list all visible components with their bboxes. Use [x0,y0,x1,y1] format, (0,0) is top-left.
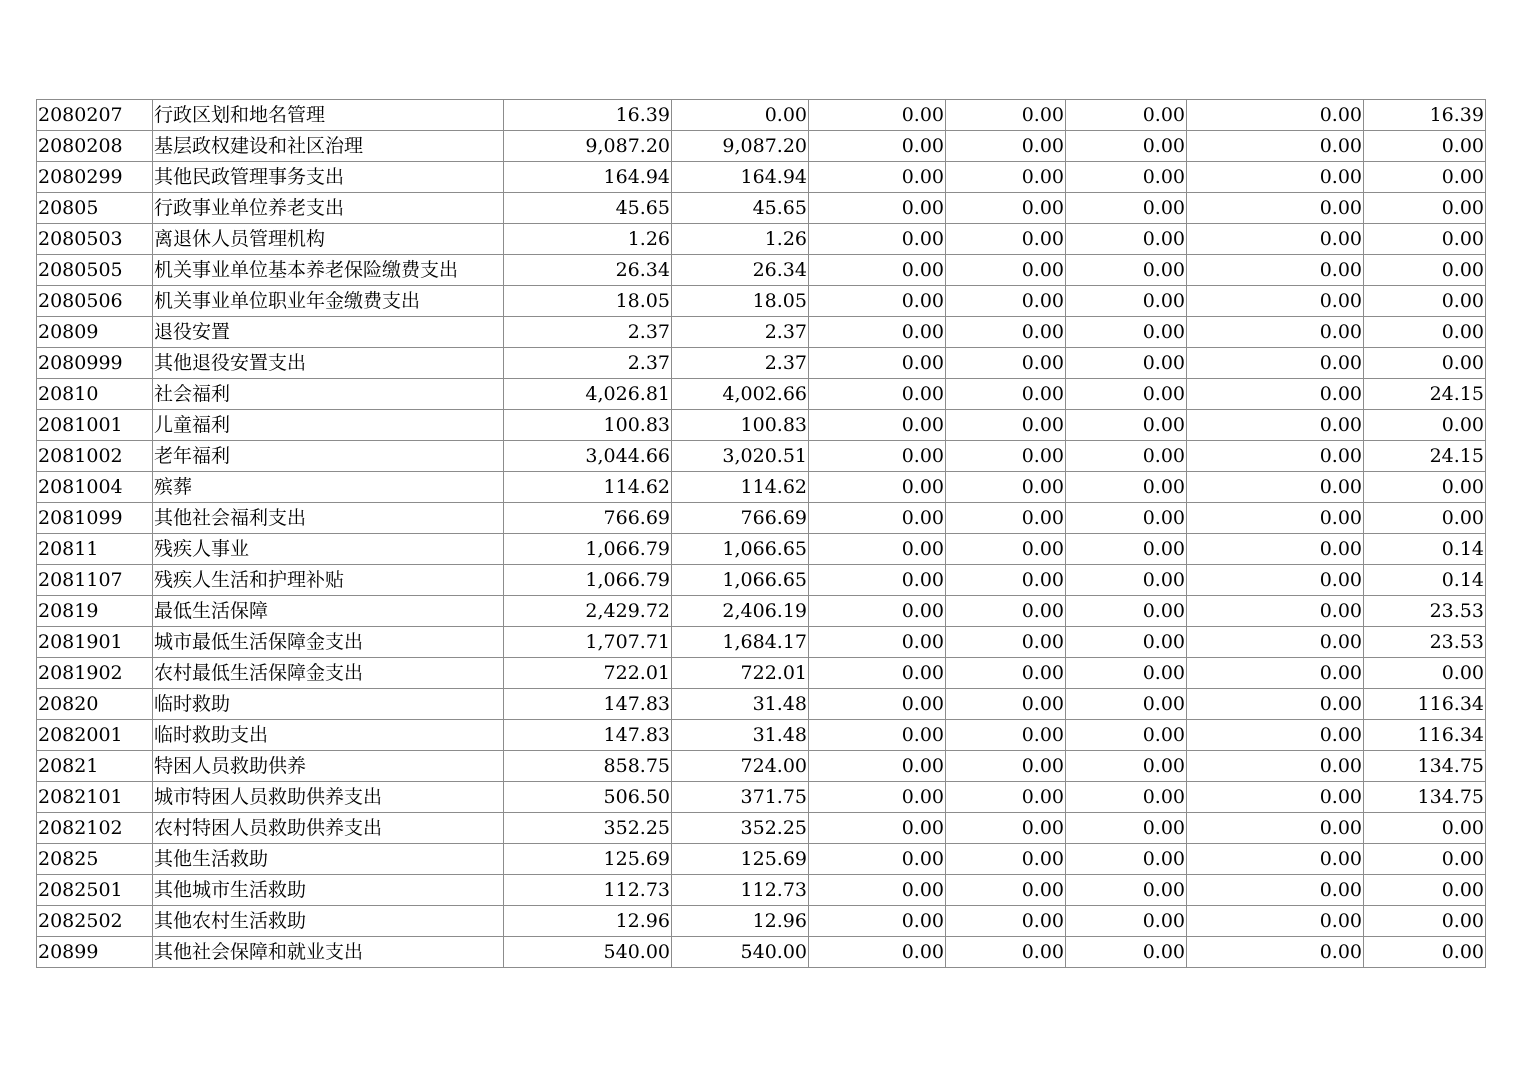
amount-cell: 0.00 [1364,844,1486,875]
table-row [37,689,1486,720]
subject-name-cell: 儿童福利 [153,410,504,441]
amount-cell: 0.00 [946,689,1066,720]
amount-cell: 0.00 [946,503,1066,534]
amount-cell: 0.00 [946,472,1066,503]
amount-cell: 0.00 [1066,255,1187,286]
amount-cell: 0.00 [1187,565,1364,596]
amount-cell: 0.00 [1187,689,1364,720]
amount-cell: 3,044.66 [504,441,672,472]
amount-cell: 0.00 [1187,906,1364,937]
table-row [37,379,1486,410]
amount-cell: 0.00 [1187,503,1364,534]
subject-name-cell: 基层政权建设和社区治理 [153,131,504,162]
amount-cell: 4,026.81 [504,379,672,410]
table-row [37,410,1486,441]
amount-cell: 0.00 [1066,565,1187,596]
amount-cell: 0.00 [946,131,1066,162]
amount-cell: 0.00 [1066,348,1187,379]
subject-name-cell: 城市最低生活保障金支出 [153,627,504,658]
amount-cell: 1,707.71 [504,627,672,658]
amount-cell: 0.00 [1187,286,1364,317]
amount-cell: 0.00 [1187,162,1364,193]
amount-cell: 0.00 [1364,193,1486,224]
amount-cell: 0.00 [946,100,1066,131]
subject-name-cell: 行政事业单位养老支出 [153,193,504,224]
subject-name-cell: 临时救助支出 [153,720,504,751]
amount-cell: 24.15 [1364,441,1486,472]
amount-cell: 858.75 [504,751,672,782]
subject-name-cell: 最低生活保障 [153,596,504,627]
amount-cell: 0.14 [1364,534,1486,565]
subject-code-cell: 2080299 [37,162,153,193]
amount-cell: 0.00 [1187,875,1364,906]
subject-code-cell: 20821 [37,751,153,782]
amount-cell: 0.00 [1187,193,1364,224]
amount-cell: 0.00 [809,410,946,441]
amount-cell: 0.00 [809,348,946,379]
amount-cell: 23.53 [1364,596,1486,627]
amount-cell: 0.00 [809,100,946,131]
amount-cell: 0.00 [1066,813,1187,844]
amount-cell: 0.00 [1066,317,1187,348]
amount-cell: 31.48 [672,689,809,720]
amount-cell: 0.00 [946,937,1066,968]
amount-cell: 0.00 [1364,410,1486,441]
amount-cell: 0.00 [1187,751,1364,782]
amount-cell: 0.00 [1066,100,1187,131]
amount-cell: 0.00 [809,534,946,565]
table-row [37,193,1486,224]
subject-name-cell: 殡葬 [153,472,504,503]
amount-cell: 0.00 [1066,286,1187,317]
amount-cell: 0.00 [1364,472,1486,503]
table-row [37,906,1486,937]
amount-cell: 0.00 [1364,503,1486,534]
subject-code-cell: 20809 [37,317,153,348]
amount-cell: 0.00 [1364,224,1486,255]
amount-cell: 0.00 [1364,658,1486,689]
amount-cell: 0.00 [1364,348,1486,379]
amount-cell: 0.00 [1066,379,1187,410]
amount-cell: 0.00 [1066,534,1187,565]
amount-cell: 100.83 [672,410,809,441]
table-row [37,875,1486,906]
subject-name-cell: 机关事业单位基本养老保险缴费支出 [153,255,504,286]
subject-name-cell: 其他生活救助 [153,844,504,875]
amount-cell: 0.00 [1187,937,1364,968]
amount-cell: 0.00 [946,658,1066,689]
subject-name-cell: 残疾人事业 [153,534,504,565]
subject-name-cell: 残疾人生活和护理补贴 [153,565,504,596]
amount-cell: 0.00 [1187,627,1364,658]
amount-cell: 0.00 [809,658,946,689]
amount-cell: 0.00 [1364,317,1486,348]
subject-name-cell: 特困人员救助供养 [153,751,504,782]
amount-cell: 0.00 [809,627,946,658]
amount-cell: 16.39 [1364,100,1486,131]
amount-cell: 0.00 [1066,844,1187,875]
subject-code-cell: 20820 [37,689,153,720]
subject-code-cell: 20805 [37,193,153,224]
amount-cell: 0.00 [1066,472,1187,503]
amount-cell: 0.00 [809,472,946,503]
subject-code-cell: 2081901 [37,627,153,658]
amount-cell: 114.62 [504,472,672,503]
table-row [37,844,1486,875]
amount-cell: 540.00 [672,937,809,968]
amount-cell: 147.83 [504,720,672,751]
amount-cell: 0.00 [1066,193,1187,224]
amount-cell: 1.26 [672,224,809,255]
amount-cell: 0.00 [1187,782,1364,813]
subject-name-cell: 农村特困人员救助供养支出 [153,813,504,844]
amount-cell: 724.00 [672,751,809,782]
amount-cell: 0.00 [1187,720,1364,751]
amount-cell: 147.83 [504,689,672,720]
amount-cell: 0.14 [1364,565,1486,596]
amount-cell: 0.00 [946,410,1066,441]
amount-cell: 0.00 [809,162,946,193]
amount-cell: 0.00 [946,751,1066,782]
subject-name-cell: 老年福利 [153,441,504,472]
amount-cell: 0.00 [1187,658,1364,689]
subject-code-cell: 2080999 [37,348,153,379]
amount-cell: 766.69 [672,503,809,534]
table-row [37,441,1486,472]
subject-code-cell: 20819 [37,596,153,627]
amount-cell: 1,066.65 [672,565,809,596]
amount-cell: 0.00 [1066,720,1187,751]
subject-code-cell: 2080503 [37,224,153,255]
amount-cell: 0.00 [946,286,1066,317]
amount-cell: 3,020.51 [672,441,809,472]
subject-code-cell: 20811 [37,534,153,565]
subject-name-cell: 行政区划和地名管理 [153,100,504,131]
amount-cell: 4,002.66 [672,379,809,410]
amount-cell: 0.00 [1187,100,1364,131]
subject-code-cell: 2082502 [37,906,153,937]
subject-name-cell: 临时救助 [153,689,504,720]
amount-cell: 0.00 [1066,162,1187,193]
amount-cell: 12.96 [504,906,672,937]
amount-cell: 0.00 [1066,503,1187,534]
amount-cell: 0.00 [946,348,1066,379]
amount-cell: 0.00 [1187,441,1364,472]
subject-name-cell: 机关事业单位职业年金缴费支出 [153,286,504,317]
amount-cell: 506.50 [504,782,672,813]
amount-cell: 0.00 [809,689,946,720]
amount-cell: 164.94 [672,162,809,193]
subject-code-cell: 20810 [37,379,153,410]
amount-cell: 0.00 [946,782,1066,813]
amount-cell: 0.00 [809,937,946,968]
amount-cell: 24.15 [1364,379,1486,410]
amount-cell: 371.75 [672,782,809,813]
amount-cell: 0.00 [809,782,946,813]
subject-code-cell: 2081107 [37,565,153,596]
amount-cell: 0.00 [1364,162,1486,193]
amount-cell: 23.53 [1364,627,1486,658]
subject-name-cell: 其他农村生活救助 [153,906,504,937]
amount-cell: 0.00 [1187,844,1364,875]
amount-cell: 0.00 [1066,875,1187,906]
table-body [37,100,1486,968]
amount-cell: 0.00 [1187,472,1364,503]
budget-table [36,99,1486,968]
subject-name-cell: 离退休人员管理机构 [153,224,504,255]
amount-cell: 0.00 [946,441,1066,472]
table-row [37,720,1486,751]
subject-code-cell: 2082001 [37,720,153,751]
table-row [37,317,1486,348]
amount-cell: 0.00 [809,193,946,224]
amount-cell: 0.00 [1187,534,1364,565]
subject-code-cell: 2082501 [37,875,153,906]
table-row [37,286,1486,317]
amount-cell: 0.00 [1187,596,1364,627]
amount-cell: 2.37 [672,317,809,348]
amount-cell: 0.00 [1187,379,1364,410]
amount-cell: 0.00 [1187,131,1364,162]
amount-cell: 722.01 [504,658,672,689]
amount-cell: 45.65 [504,193,672,224]
subject-name-cell: 城市特困人员救助供养支出 [153,782,504,813]
amount-cell: 0.00 [809,317,946,348]
amount-cell: 2.37 [672,348,809,379]
table-row [37,472,1486,503]
amount-cell: 0.00 [809,596,946,627]
table-row [37,224,1486,255]
table-row [37,162,1486,193]
subject-code-cell: 20899 [37,937,153,968]
amount-cell: 9,087.20 [672,131,809,162]
amount-cell: 1,066.65 [672,534,809,565]
amount-cell: 0.00 [1066,131,1187,162]
amount-cell: 352.25 [504,813,672,844]
table-row [37,565,1486,596]
subject-name-cell: 其他民政管理事务支出 [153,162,504,193]
amount-cell: 0.00 [946,844,1066,875]
table-row [37,348,1486,379]
amount-cell: 0.00 [1187,255,1364,286]
subject-code-cell: 2081902 [37,658,153,689]
amount-cell: 116.34 [1364,689,1486,720]
amount-cell: 1,066.79 [504,534,672,565]
amount-cell: 0.00 [672,100,809,131]
amount-cell: 112.73 [672,875,809,906]
subject-code-cell: 2081002 [37,441,153,472]
amount-cell: 0.00 [946,906,1066,937]
subject-code-cell: 2081004 [37,472,153,503]
amount-cell: 16.39 [504,100,672,131]
amount-cell: 125.69 [504,844,672,875]
subject-code-cell: 2080506 [37,286,153,317]
amount-cell: 0.00 [1364,937,1486,968]
table-row [37,100,1486,131]
amount-cell: 0.00 [946,224,1066,255]
amount-cell: 0.00 [809,813,946,844]
amount-cell: 0.00 [1364,286,1486,317]
table-row [37,627,1486,658]
table-row [37,782,1486,813]
amount-cell: 31.48 [672,720,809,751]
amount-cell: 114.62 [672,472,809,503]
amount-cell: 0.00 [1187,813,1364,844]
amount-cell: 0.00 [809,224,946,255]
amount-cell: 125.69 [672,844,809,875]
amount-cell: 134.75 [1364,782,1486,813]
amount-cell: 2,406.19 [672,596,809,627]
amount-cell: 0.00 [1066,224,1187,255]
amount-cell: 0.00 [946,317,1066,348]
amount-cell: 0.00 [1187,348,1364,379]
subject-code-cell: 2080207 [37,100,153,131]
amount-cell: 0.00 [1364,906,1486,937]
amount-cell: 12.96 [672,906,809,937]
amount-cell: 45.65 [672,193,809,224]
amount-cell: 0.00 [946,193,1066,224]
amount-cell: 0.00 [946,255,1066,286]
amount-cell: 0.00 [809,379,946,410]
amount-cell: 1.26 [504,224,672,255]
amount-cell: 0.00 [1187,410,1364,441]
amount-cell: 352.25 [672,813,809,844]
amount-cell: 0.00 [946,720,1066,751]
amount-cell: 100.83 [504,410,672,441]
subject-code-cell: 20825 [37,844,153,875]
amount-cell: 0.00 [1066,689,1187,720]
amount-cell: 2.37 [504,317,672,348]
amount-cell: 0.00 [1066,596,1187,627]
amount-cell: 0.00 [1066,441,1187,472]
amount-cell: 0.00 [809,131,946,162]
amount-cell: 0.00 [946,534,1066,565]
amount-cell: 0.00 [1066,782,1187,813]
amount-cell: 0.00 [809,503,946,534]
amount-cell: 0.00 [946,379,1066,410]
subject-name-cell: 其他退役安置支出 [153,348,504,379]
amount-cell: 134.75 [1364,751,1486,782]
amount-cell: 0.00 [1364,255,1486,286]
amount-cell: 2.37 [504,348,672,379]
amount-cell: 0.00 [809,286,946,317]
subject-name-cell: 农村最低生活保障金支出 [153,658,504,689]
subject-code-cell: 2081099 [37,503,153,534]
subject-code-cell: 2081001 [37,410,153,441]
amount-cell: 0.00 [946,162,1066,193]
amount-cell: 164.94 [504,162,672,193]
amount-cell: 0.00 [809,565,946,596]
amount-cell: 26.34 [504,255,672,286]
subject-code-cell: 2082101 [37,782,153,813]
amount-cell: 0.00 [1187,224,1364,255]
amount-cell: 9,087.20 [504,131,672,162]
amount-cell: 0.00 [946,565,1066,596]
amount-cell: 0.00 [946,596,1066,627]
amount-cell: 0.00 [1364,875,1486,906]
amount-cell: 0.00 [809,751,946,782]
amount-cell: 1,684.17 [672,627,809,658]
amount-cell: 540.00 [504,937,672,968]
subject-name-cell: 其他社会福利支出 [153,503,504,534]
table-row [37,937,1486,968]
amount-cell: 0.00 [946,813,1066,844]
subject-name-cell: 社会福利 [153,379,504,410]
table-row [37,255,1486,286]
table-row [37,813,1486,844]
amount-cell: 26.34 [672,255,809,286]
subject-name-cell: 退役安置 [153,317,504,348]
amount-cell: 0.00 [1187,317,1364,348]
amount-cell: 1,066.79 [504,565,672,596]
table-row [37,751,1486,782]
amount-cell: 766.69 [504,503,672,534]
amount-cell: 0.00 [1066,410,1187,441]
amount-cell: 0.00 [1364,813,1486,844]
amount-cell: 2,429.72 [504,596,672,627]
amount-cell: 0.00 [1066,658,1187,689]
amount-cell: 0.00 [809,906,946,937]
table-row [37,131,1486,162]
amount-cell: 0.00 [809,844,946,875]
subject-code-cell: 2080505 [37,255,153,286]
subject-code-cell: 2080208 [37,131,153,162]
amount-cell: 722.01 [672,658,809,689]
amount-cell: 0.00 [1066,906,1187,937]
amount-cell: 0.00 [946,627,1066,658]
amount-cell: 0.00 [809,720,946,751]
amount-cell: 18.05 [504,286,672,317]
subject-name-cell: 其他社会保障和就业支出 [153,937,504,968]
amount-cell: 0.00 [946,875,1066,906]
amount-cell: 0.00 [1364,131,1486,162]
amount-cell: 0.00 [809,255,946,286]
table-row [37,534,1486,565]
amount-cell: 0.00 [1066,751,1187,782]
subject-code-cell: 2082102 [37,813,153,844]
amount-cell: 18.05 [672,286,809,317]
amount-cell: 0.00 [1066,627,1187,658]
amount-cell: 112.73 [504,875,672,906]
table-row [37,658,1486,689]
amount-cell: 0.00 [809,875,946,906]
table-row [37,503,1486,534]
amount-cell: 0.00 [809,441,946,472]
amount-cell: 116.34 [1364,720,1486,751]
table-row [37,596,1486,627]
amount-cell: 0.00 [1066,937,1187,968]
subject-name-cell: 其他城市生活救助 [153,875,504,906]
